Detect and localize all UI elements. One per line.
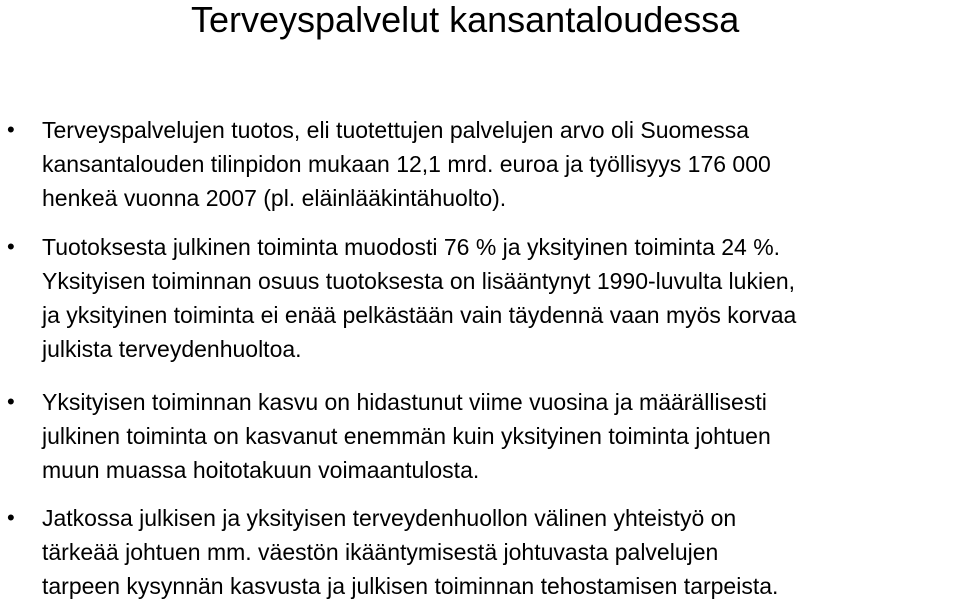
- bullet-marker: •: [7, 505, 15, 530]
- bullet-marker: •: [7, 117, 15, 142]
- bullet-text: Jatkossa julkisen ja yksityisen terveydenhuollon välinen yhteistyö on tärkeää johtuen mm. väestön ikääntymisestä johtuvasta palvelujen tarpeen kysynnän kasvusta ja julkisen toiminnan tehostamisen tarpeista.: [42, 505, 779, 599]
- bullet-marker: •: [7, 234, 15, 259]
- bullet-text: Terveyspalvelujen tuotos, eli tuotettujen palvelujen arvo oli Suomessa kansantalouden tilinpidon mukaan 12,1 mrd. euroa ja työllisyys 176 000 henkeä vuonna 2007 (pl. eläinlääkintähuolto).: [42, 117, 771, 211]
- bullet-text: Tuotoksesta julkinen toiminta muodosti 76 % ja yksityinen toiminta 24 %. Yksityisen toiminnan osuus tuotoksesta on lisääntynyt 1990-luvulta lukien, ja yksityinen toiminta ei enää pelkästään vain täydennä vaan myös korvaa julkista terveydenhuoltoa.: [42, 234, 797, 362]
- bullet-text: Yksityisen toiminnan kasvu on hidastunut viime vuosina ja määrällisesti julkinen toiminta on kasvanut enemmän kuin yksityinen toiminta johtuen muun muassa hoitotakuun voimaantulosta.: [42, 389, 771, 483]
- bullet-marker: •: [7, 389, 15, 414]
- slide-title: Terveyspalvelut kansantaloudessa: [191, 0, 740, 40]
